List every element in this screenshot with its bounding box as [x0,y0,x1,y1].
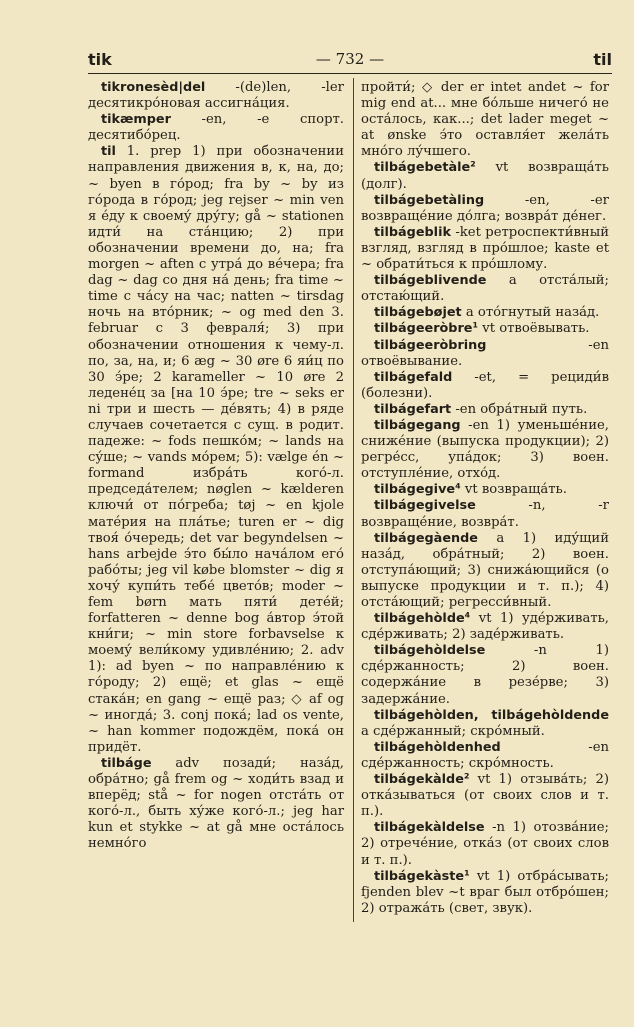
headword: tilbágehòldenhed [374,739,501,755]
headword: tilbágegàende [374,530,478,546]
headword: tilbágefart [374,401,452,417]
dictionary-entry [361,531,609,611]
header-left-guideword: tik [88,50,112,69]
dictionary-entry [361,708,609,740]
dictionary-entry [88,144,344,756]
entry-body: -en сде́ржанность; скро́мность. [361,739,609,771]
headword: tilbágeeròbre¹ [374,321,479,337]
dictionary-entry [361,643,609,707]
dictionary-entry [361,321,609,337]
right-column [361,80,609,917]
dictionary-entry [361,402,609,418]
headword: tikronesèd|del [101,80,206,95]
dictionary-entry [361,611,609,643]
entry-body: vt 1) отзыва́ть; 2) отка́зываться (от своих слов и т. п.). [361,772,609,820]
headword: tilbágeeròbring [374,337,487,353]
entry-body: -en отвоёвывание. [361,337,609,369]
column-divider [353,78,354,922]
dictionary-entry [88,112,344,144]
dictionary-entry [361,160,609,192]
entry-body: -en 1) уменьше́ние, сниже́ние (выпуска продукции); 2) регре́сс, упа́док; 3) воен. отступле́ние, отхо́д. [361,417,609,482]
entry-body: adv позади́; наза́д, обра́тно; gå frem og ~ ходи́ть взад и вперёд; stå ~ for nogen отста́ть от кого́-л., быть ху́же кого́-л.; jeg har kun et stykke ~ at gå мне оста́лось немно́го [88,755,344,852]
entry-body: -en обра́тный путь. [451,401,588,417]
headword: til [101,144,116,160]
headword: tilbágeblivende [374,273,487,289]
entry-body: пройти́; ◇ der er intet andet ~ for mig end at... мне бо́льше ничего́ не оста́лось, как...; det lader meget ~ at ønske э́то оставля́ет жела́ть мно́го лу́чшего. [361,80,609,160]
entry-body: 1. prep 1) при обозначении направления движения в, к, на, до; ~ byen в го́род; fra by ~ by из го́рода в го́род; jeg rejser ~ min ven я е́ду к своему́ дру́гу; gå ~ stationen идти́ на ста́нцию; 2) при обозначении времени до, на; fra morgen ~ aften с утра́ до ве́чера; fra dag ~ dag со дня на́ день; fra time ~ time с ча́су на час; natten ~ tirsdag ночь на вто́рник; ~ og med den 3. februar с 3 февраля́; 3) при обозначении отношения к чему-л. по, за, на, и; 6 æg ~ 30 øre 6 яи́ц по 30 э́ре; 2 karameller ~ 10 øre 2 ледене́ц за [на 10 э́ре; tre ~ seks er ni три и шесть — де́вять; 4) в ряде случаев сочетается с сущ. в родит. падеже: ~ fods пешко́м; ~ lands на су́ше; ~ vands мо́рем; 5): vælge én ~ formand избра́ть кого́-л. председа́телем; nøglen ~ kælderen ключи́ от по́греба; tøj ~ en kjole матéрия на пла́тье; turen er ~ dig твоя́ о́чередь; det var begyndelsen ~ hans arbejde э́то бы́ло нача́лом его́ рабо́ты; jeg vil købe blomster ~ dig я хочу́ купи́ть тебе́ цвето́в; moder ~ fem børn мать пяти́ дете́й; forfatteren ~ denne bog а́втор э́той кни́ги; ~ min store forbavselse к моему́ вели́кому удивле́нию; 2. adv 1): ad byen ~ по направле́нию к го́роду; 2) ещё; et glas ~ ещё стака́н; en gang ~ ещё раз; ◇ af og ~ иногда́; 3. conj пока́; lad os vente, ~ han kommer подождём, пока́ он придёт. [88,144,344,755]
headword: tilbágebøjet [374,305,462,321]
headword: tilbágekàlde² [374,772,470,788]
running-header [88,50,612,72]
dictionary-entry [88,80,344,112]
entry-body: -n 1) отозва́ние; 2) отрече́ние, отка́з (от своих слов и т. п.). [361,820,609,868]
headword: tilbágehòlden, tilbágehòldende [374,707,609,723]
dictionary-entry [361,820,609,868]
entry-body: -ket ретроспекти́вный взгляд, взгляд в про́шлое; kaste et ~ обрати́ться к про́шлому. [361,224,609,273]
entry-body: -et, = рециди́в (болезни). [361,369,609,401]
entry-body: vt возвраща́ть. [460,482,567,498]
headword: tilbágeblik [374,224,451,240]
headword: tilbágekàste¹ [374,868,470,884]
entry-body: a сде́ржанный; скро́мный. [361,723,545,739]
dictionary-entry-continued [361,80,609,160]
dictionary-entry [361,338,609,370]
headword: tilbágefald [374,369,453,385]
headword: tikæmper [101,112,171,128]
headword: tilbágehòlde⁴ [374,611,471,627]
header-rule [88,73,612,74]
dictionary-entry [361,305,609,321]
dictionary-entry [361,370,609,402]
entry-body: -en, -e спорт. десятибо́рец. [88,112,344,144]
headword: tilbágehòldelse [374,643,486,659]
entry-body: -(de)len, -ler десятикро́новая ассигна́ция. [88,80,344,112]
dictionary-entry [361,273,609,305]
entry-body: a отста́лый; отстаю́щий. [361,273,609,305]
headword: tilbágegivelse [374,498,476,514]
dictionary-entry [361,498,609,530]
dictionary-entry [361,193,609,225]
dictionary-entry [361,418,609,482]
dictionary-entry [361,482,609,498]
entry-body: vt возвраща́ть (долг). [361,160,609,192]
headword: tilbágegang [374,417,461,433]
headword: tilbágebetàle² [374,160,476,176]
headword: tilbágegive⁴ [374,482,461,498]
headword: tilbáge [101,755,152,771]
left-column [88,80,344,853]
headword: tilbágekàldelse [374,820,485,836]
entry-body: -n, -r возвраще́ние, возвра́т. [361,498,609,530]
headword: tilbágebetàling [374,192,485,208]
dictionary-entry [361,740,609,772]
dictionary-entry [361,869,609,917]
header-right-guideword: til [593,50,612,69]
entry-body: vt 1) уде́рживать, сде́рживать; 2) заде́рживать. [361,611,609,643]
entry-body: vt 1) отбра́сывать; fjenden blev ~t враг был отбро́шен; 2) отража́ть (свет, звук). [361,868,609,916]
entry-body: vt отвоёвывать. [478,321,590,337]
entry-body: -n 1) сде́ржанность; 2) воен. содержа́ние в резе́рве; 3) задержа́ние. [361,643,609,707]
entry-body: a 1) иду́щий наза́д, обра́тный; 2) воен. отступа́ющий; 3) снижа́ющийся (о выпуске продукции и т. п.); 4) отста́ющий; регресси́вный. [361,530,609,610]
dictionary-entry [361,225,609,273]
page-number: — 732 — [315,50,385,68]
dictionary-entry [361,772,609,820]
entry-body: -en, -er возвраще́ние до́лга; возвра́т де́нег. [361,192,609,224]
dictionary-entry [88,756,344,853]
entry-body: a ото́гнутый наза́д. [461,305,600,321]
